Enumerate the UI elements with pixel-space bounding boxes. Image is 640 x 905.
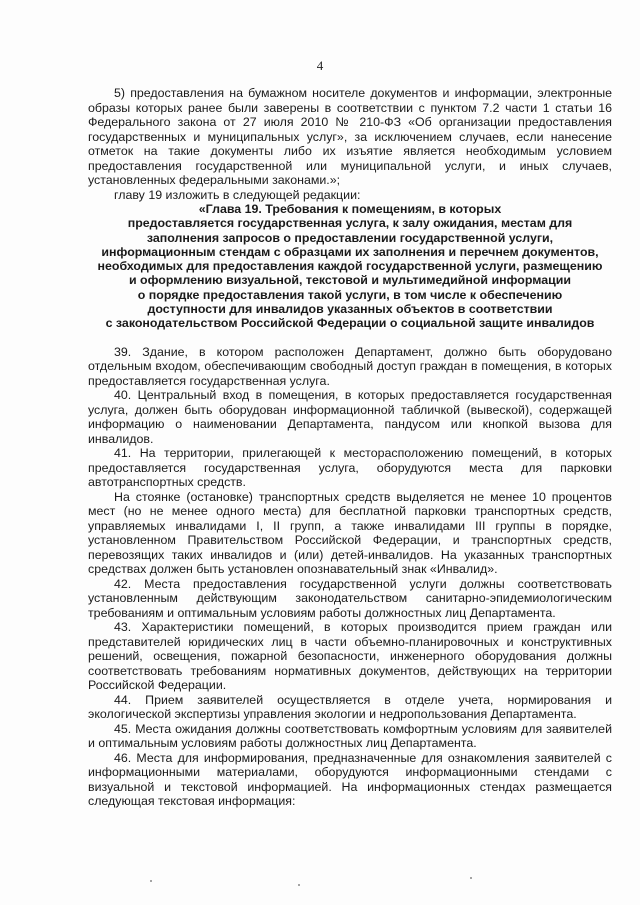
paragraph-44: 44. Прием заявителей осуществляется в отделе учета, нормирования и экологической экспертизы управления экологии и недропользования Департамента.	[88, 692, 612, 722]
page-number: 4	[316, 58, 324, 73]
heading-line: заполнения запросов о предоставлении государственной услуги,	[146, 230, 554, 245]
paragraph-42: 42. Места предоставления государственной услуги должны соответствовать установленным действующим законодательством санитарно-эпидемиологическим требованиям и оптимальным условиям работы должностных лиц Департамента.	[88, 576, 612, 620]
chapter-19-heading	[88, 202, 612, 331]
heading-line: информационным стендам с образцами их заполнения и перечнем документов,	[101, 244, 599, 259]
heading-line: доступности для инвалидов указанных объектов в соответствии	[147, 302, 553, 317]
paragraph-5: 5) предоставления на бумажном носителе документов и информации, электронные образы которых ранее были заверены в соответствии с пунктом 7.2 части 1 статьи 16 Федерального закона от 27 июля 2010 № 210-ФЗ «Об организации предоставления государственных и муниципальных услуг», за исключением случаев, если нанесение отметок на такие документы либо их изъятие является необходимым условием предоставления государственной или муниципальной услуги, и иных случаев, установленных федеральными законами.»;	[88, 86, 612, 187]
heading-line: о порядке предоставления такой услуги, в том числе к обеспечению	[137, 287, 563, 302]
heading-line: с законодательством Российской Федерации о социальной защите инвалидов	[105, 316, 595, 331]
paragraph-46: 46. Места для информирования, предназначенные для ознакомления заявителей с информационными материалами, оборудуются информационными стендами с визуальной и текстовой информацией. На информационных стендах размещается следующая текстовая информация:	[88, 750, 612, 809]
paragraph-41-parking: На стоянке (остановке) транспортных средств выделяется не менее 10 процентов мест (но не менее одного места) для бесплатной парковки транспортных средств, управляемых инвалидами I, II групп, а также инвалидами III группы в порядке, установленном Правительством Российской Федерации, и транспортных средств, перевозящих таких инвалидов и (или) детей-инвалидов. На указанных транспортных средствах должен быть установлен опознавательный знак «Инвалид».	[88, 489, 612, 577]
paragraph-40: 40. Центральный вход в помещения, в которых предоставляется государственная услуга, должен быть оборудован информационной табличкой (вывеской), содержащей информацию о наименовании Департамента, пандусом или кнопкой вызова для инвалидов.	[88, 388, 612, 446]
document-body	[88, 86, 612, 809]
paragraph-39: 39. Здание, в котором расположен Департамент, должно быть оборудовано отдельным входом, обеспечивающим свободный доступ граждан в помещения, в которых предоставляется государственная услуга.	[88, 344, 612, 388]
heading-line: предоставляется государственная услуга, к залу ожидания, местам для	[127, 216, 573, 231]
scan-speck	[470, 877, 472, 879]
chapter-intro: главу 19 изложить в следующей редакции:	[114, 187, 361, 202]
paragraph-43: 43. Характеристики помещений, в которых производится прием граждан или представителей юридических лиц в части объемно-планировочных и конструктивных решений, освещения, пожарной безопасности, инженерного оборудования должны соответствовать требованиям нормативных документов, действующих на территории Российской Федерации.	[88, 620, 612, 693]
heading-line: необходимых для предоставления каждой государственной услуги, размещению	[97, 259, 603, 274]
heading-line: «Глава 19. Требования к помещениям, в которых	[198, 202, 502, 216]
scan-speck	[150, 880, 152, 882]
heading-line: и оформлению визуальной, текстовой и мультимедийной информации	[128, 273, 571, 288]
paragraph-41: 41. На территории, прилегающей к месторасположению помещений, в которых предоставляется государственная услуга, оборудуются места для парковки автотранспортных средств.	[88, 446, 612, 490]
paragraph-45: 45. Места ожидания должны соответствовать комфортным условиям для заявителей и оптимальным условиям работы должностных лиц Департамента.	[88, 721, 612, 751]
scan-speck	[298, 884, 300, 886]
